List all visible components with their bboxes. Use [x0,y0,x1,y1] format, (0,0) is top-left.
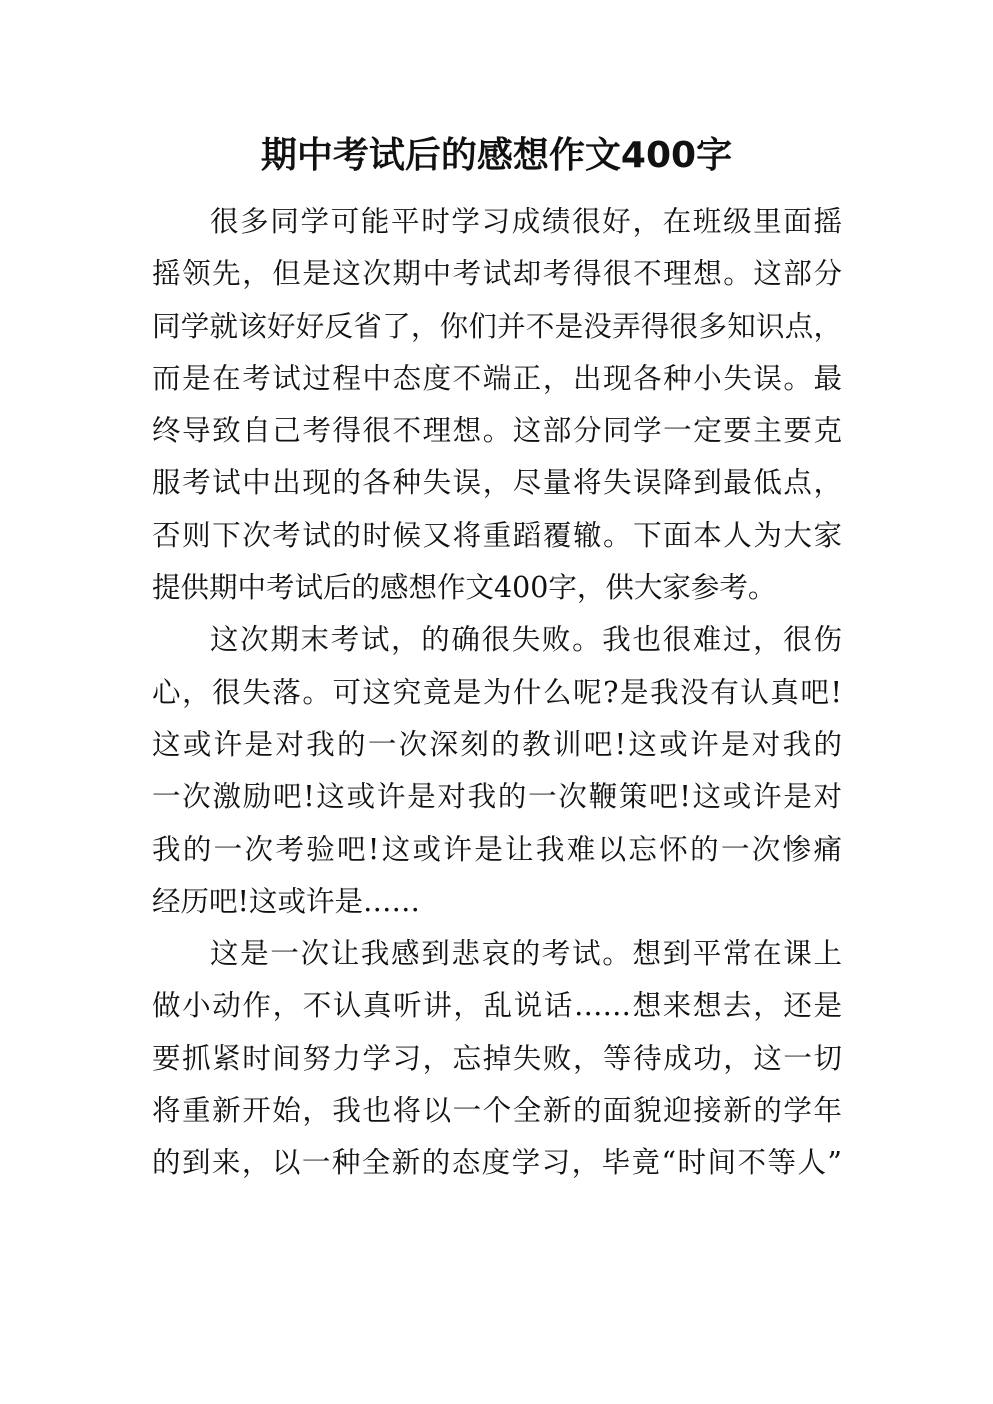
paragraph-line: 将重新开始，我也将以一个全新的面貌迎接新的学年 [152,1094,842,1128]
paragraph-line: 的到来，以一种全新的态度学习，毕竟“时间不等人” [152,1146,842,1180]
paragraph-line: 这是一次让我感到悲哀的考试。想到平常在课上 [210,937,842,971]
paragraph-line: 提供期中考试后的感想作文400字，供大家参考。 [152,571,777,605]
paragraph-line: 一次激励吧!这或许是对我的一次鞭策吧!这或许是对 [152,780,842,814]
paragraph-line: 很多同学可能平时学习成绩很好，在班级里面摇 [210,205,842,238]
document-body [152,196,842,1190]
paragraph-line: 终导致自己考得很不理想。这部分同学一定要主要克 [152,414,842,448]
paragraph-line: 同学就该好好反省了，你们并不是没弄得很多知识点， [152,309,842,343]
paragraph-line: 经历吧!这或许是…… [152,884,420,918]
paragraph-line: 而是在考试过程中态度不端正，出现各种小失误。最 [152,361,842,395]
document-title: 期中考试后的感想作文400字 [260,135,733,176]
paragraph-line: 这或许是对我的一次深刻的教训吧!这或许是对我的 [152,727,842,761]
paragraph-line: 服考试中出现的各种失误，尽量将失误降到最低点， [152,466,842,500]
paragraph-line: 要抓紧时间努力学习，忘掉失败，等待成功，这一切 [152,1041,842,1075]
paragraph-line: 摇领先，但是这次期中考试却考得很不理想。这部分 [152,257,842,291]
paragraph-line: 我的一次考验吧!这或许是让我难以忘怀的一次惨痛 [152,832,842,866]
paragraph-line: 否则下次考试的时候又将重蹈覆辙。下面本人为大家 [152,518,842,552]
paragraph-3 [152,928,842,1189]
paragraph-line: 心，很失落。可这究竟是为什么呢?是我没有认真吧! [152,675,842,709]
paragraph-1 [152,196,842,614]
paragraph-2 [152,614,842,928]
paragraph-line: 这次期末考试，的确很失败。我也很难过，很伤 [210,623,842,657]
paragraph-line: 做小动作，不认真听讲，乱说话……想来想去，还是 [152,989,842,1023]
